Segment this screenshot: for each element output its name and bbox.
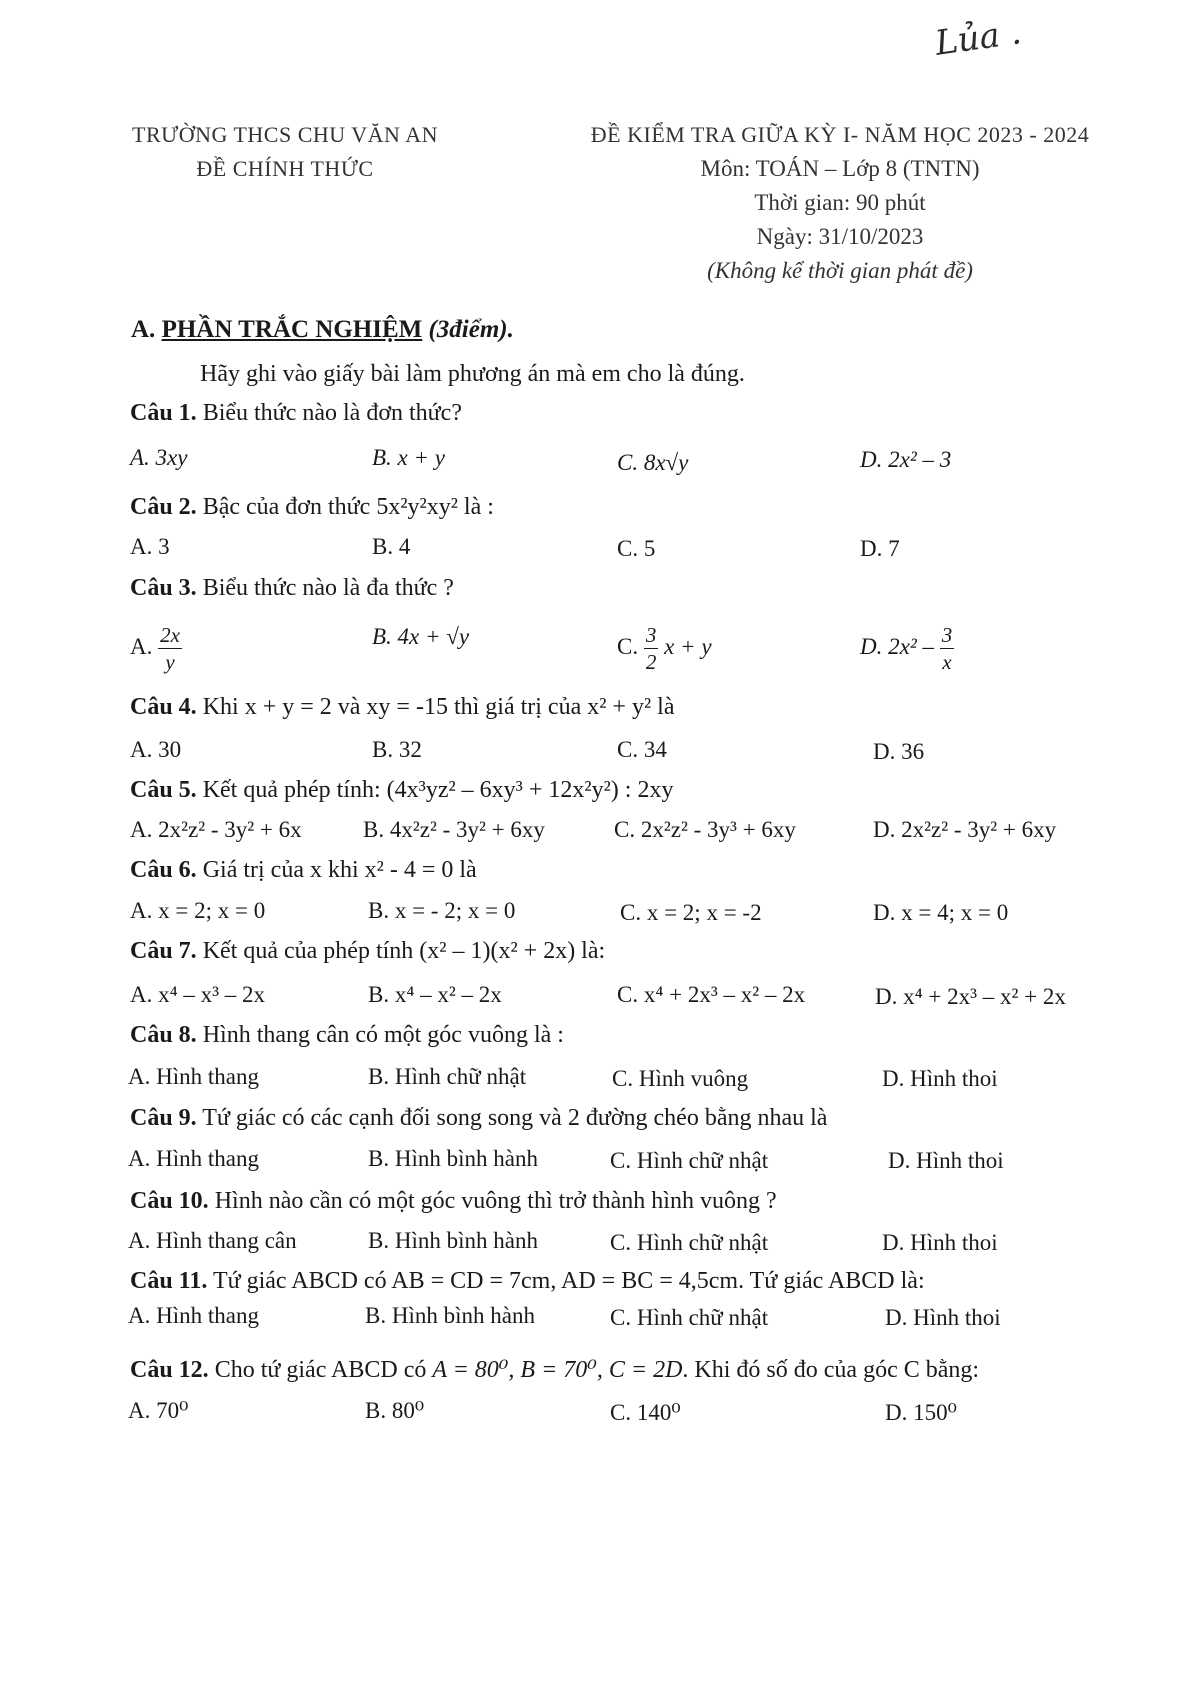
q12-option-a: A. 70⁰ — [128, 1398, 189, 1423]
q8-option-d: D. Hình thoi — [882, 1066, 998, 1091]
q3-option-d — [860, 622, 954, 675]
q4-option-b: B. 32 — [372, 737, 422, 762]
q9-option-d: D. Hình thoi — [888, 1148, 1004, 1173]
question-label: Câu 9. — [130, 1105, 197, 1131]
q7-option-c: C. x⁴ + 2x³ – x² – 2x — [617, 982, 806, 1007]
q12-option-c: C. 140⁰ — [610, 1400, 681, 1425]
instruction: Hãy ghi vào giấy bài làm phương án mà em cho là đúng. — [200, 361, 745, 387]
question-10 — [130, 1188, 777, 1215]
q11-option-c: C. Hình chữ nhật — [610, 1305, 769, 1330]
q4-option-d: D. 36 — [873, 739, 925, 764]
q7-option-b: B. x⁴ – x² – 2x — [368, 982, 502, 1007]
question-text: Bậc của đơn thức 5x²y²xy² là : — [202, 494, 494, 520]
q11-option-d: D. Hình thoi — [885, 1305, 1001, 1330]
date-line: Ngày: 31/10/2023 — [756, 224, 924, 249]
option-text: D. 2x² – — [860, 633, 934, 659]
section-heading — [131, 316, 514, 344]
q12-option-d: D. 150⁰ — [885, 1400, 957, 1425]
question-label: Câu 6. — [130, 857, 197, 883]
q3-option-c — [617, 622, 712, 675]
q11-option-b: B. Hình bình hành — [365, 1303, 535, 1328]
question-label: Câu 7. — [130, 938, 197, 964]
section-points: (3điểm). — [428, 316, 514, 343]
question-label: Câu 11. — [130, 1268, 208, 1294]
question-7 — [130, 938, 605, 965]
question-text: Kết quả phép tính: (4x³yz² – 6xy³ + 12x²y²) : 2xy — [202, 777, 674, 803]
q10-option-c: C. Hình chữ nhật — [610, 1230, 769, 1255]
question-text: Tứ giác ABCD có AB = CD = 7cm, AD = BC = 4,5cm. Tứ giác ABCD là: — [212, 1268, 925, 1294]
q7-option-a: A. x⁴ – x³ – 2x — [130, 982, 266, 1007]
section-letter: A. — [131, 316, 156, 343]
question-2 — [130, 494, 494, 521]
q4-option-c: C. 34 — [617, 737, 667, 762]
question-12 — [130, 1355, 979, 1384]
q10-option-d: D. Hình thoi — [882, 1230, 998, 1255]
q9-option-a: A. Hình thang — [128, 1146, 259, 1171]
question-text: Cho tứ giác ABCD có — [214, 1357, 427, 1383]
school-name: TRƯỜNG THCS CHU VĂN AN — [132, 122, 438, 147]
q10-option-b: B. Hình bình hành — [368, 1228, 538, 1253]
q1-option-c: C. 8x√y — [617, 450, 689, 475]
expression-rest: x + y — [664, 633, 712, 659]
exam-title: ĐỀ KIỂM TRA GIỮA KỲ I- NĂM HỌC 2023 - 2024 — [590, 122, 1090, 147]
option-letter: A. — [130, 633, 153, 659]
question-text-end: . Khi đó số đo của góc C bằng: — [682, 1357, 980, 1383]
question-label: Câu 4. — [130, 694, 197, 720]
q8-option-a: A. Hình thang — [128, 1064, 259, 1089]
question-11 — [130, 1268, 925, 1295]
fraction: $\frac{2x}{y}$ — [160, 623, 180, 674]
duration-line: Thời gian: 90 phút — [754, 190, 926, 215]
q10-option-a: A. Hình thang cân — [128, 1228, 297, 1253]
question-text: Biểu thức nào là đơn thức? — [202, 400, 462, 426]
q6-option-c: C. x = 2; x = -2 — [620, 900, 762, 925]
q5-option-a: A. 2x²z² - 3y² + 6x — [130, 817, 302, 842]
option-letter: C. — [617, 633, 639, 659]
question-label: Câu 1. — [130, 400, 197, 426]
question-label: Câu 5. — [130, 777, 197, 803]
q4-option-a: A. 30 — [130, 737, 182, 762]
question-text: Biểu thức nào là đa thức ? — [202, 575, 454, 601]
q5-option-b: B. 4x²z² - 3y² + 6xy — [363, 817, 545, 842]
subject-line: Môn: TOÁN – Lớp 8 (TNTN) — [700, 156, 980, 181]
question-text: Tứ giác có các cạnh đối song song và 2 đường chéo bằng nhau là — [202, 1105, 828, 1131]
q1-option-d: D. 2x² – 3 — [860, 447, 952, 472]
q1-option-b: B. x + y — [372, 445, 445, 470]
q12-option-b: B. 80⁰ — [365, 1398, 425, 1423]
question-9 — [130, 1105, 827, 1132]
question-label: Câu 10. — [130, 1188, 209, 1214]
q1-option-a: A. 3xy — [130, 445, 188, 470]
q6-option-d: D. x = 4; x = 0 — [873, 900, 1009, 925]
q2-option-c: C. 5 — [617, 536, 656, 561]
angle-expression: A = 80⁰, B = 70⁰, C = 2D — [432, 1357, 683, 1383]
q2-option-d: D. 7 — [860, 536, 900, 561]
q9-option-b: B. Hình bình hành — [368, 1146, 538, 1171]
question-text: Hình nào cần có một góc vuông thì trở thành hình vuông ? — [214, 1188, 777, 1214]
fraction: $\frac{3}{x}$ — [941, 623, 953, 674]
question-text: Giá trị của x khi x² - 4 = 0 là — [202, 857, 477, 883]
question-8 — [130, 1022, 564, 1049]
q8-option-c: C. Hình vuông — [612, 1066, 749, 1091]
question-label: Câu 8. — [130, 1022, 197, 1048]
question-text: Hình thang cân có một góc vuông là : — [202, 1022, 564, 1048]
q8-option-b: B. Hình chữ nhật — [368, 1064, 527, 1089]
time-note: (Không kể thời gian phát đề) — [707, 258, 973, 283]
question-label: Câu 3. — [130, 575, 197, 601]
q11-option-a: A. Hình thang — [128, 1303, 259, 1328]
header-right — [540, 118, 1140, 288]
q2-option-a: A. 3 — [130, 534, 170, 559]
section-title: PHẦN TRẮC NGHIỆM — [161, 316, 423, 343]
question-6 — [130, 857, 477, 884]
header-left — [100, 118, 470, 186]
handwritten-signature: Lủa . — [932, 12, 1024, 64]
q7-option-d: D. x⁴ + 2x³ – x² + 2x — [875, 984, 1066, 1009]
q3-option-b: B. 4x + √y — [372, 624, 470, 649]
q6-option-a: A. x = 2; x = 0 — [130, 898, 266, 923]
q9-option-c: C. Hình chữ nhật — [610, 1148, 769, 1173]
question-4 — [130, 694, 674, 721]
question-text: Kết quả của phép tính (x² – 1)(x² + 2x) là: — [202, 938, 606, 964]
official-label: ĐỀ CHÍNH THỨC — [196, 156, 374, 181]
question-5 — [130, 777, 673, 804]
q6-option-b: B. x = - 2; x = 0 — [368, 898, 516, 923]
q5-option-c: C. 2x²z² - 3y³ + 6xy — [614, 817, 796, 842]
question-label: Câu 2. — [130, 494, 197, 520]
question-text: Khi x + y = 2 và xy = -15 thì giá trị của x² + y² là — [202, 694, 675, 720]
question-3 — [130, 575, 454, 602]
question-label: Câu 12. — [130, 1357, 209, 1383]
question-1 — [130, 400, 462, 427]
fraction: $\frac{3}{2}$ — [645, 623, 657, 674]
q3-option-a — [130, 622, 182, 675]
q5-option-d: D. 2x²z² - 3y² + 6xy — [873, 817, 1057, 842]
q2-option-b: B. 4 — [372, 534, 411, 559]
